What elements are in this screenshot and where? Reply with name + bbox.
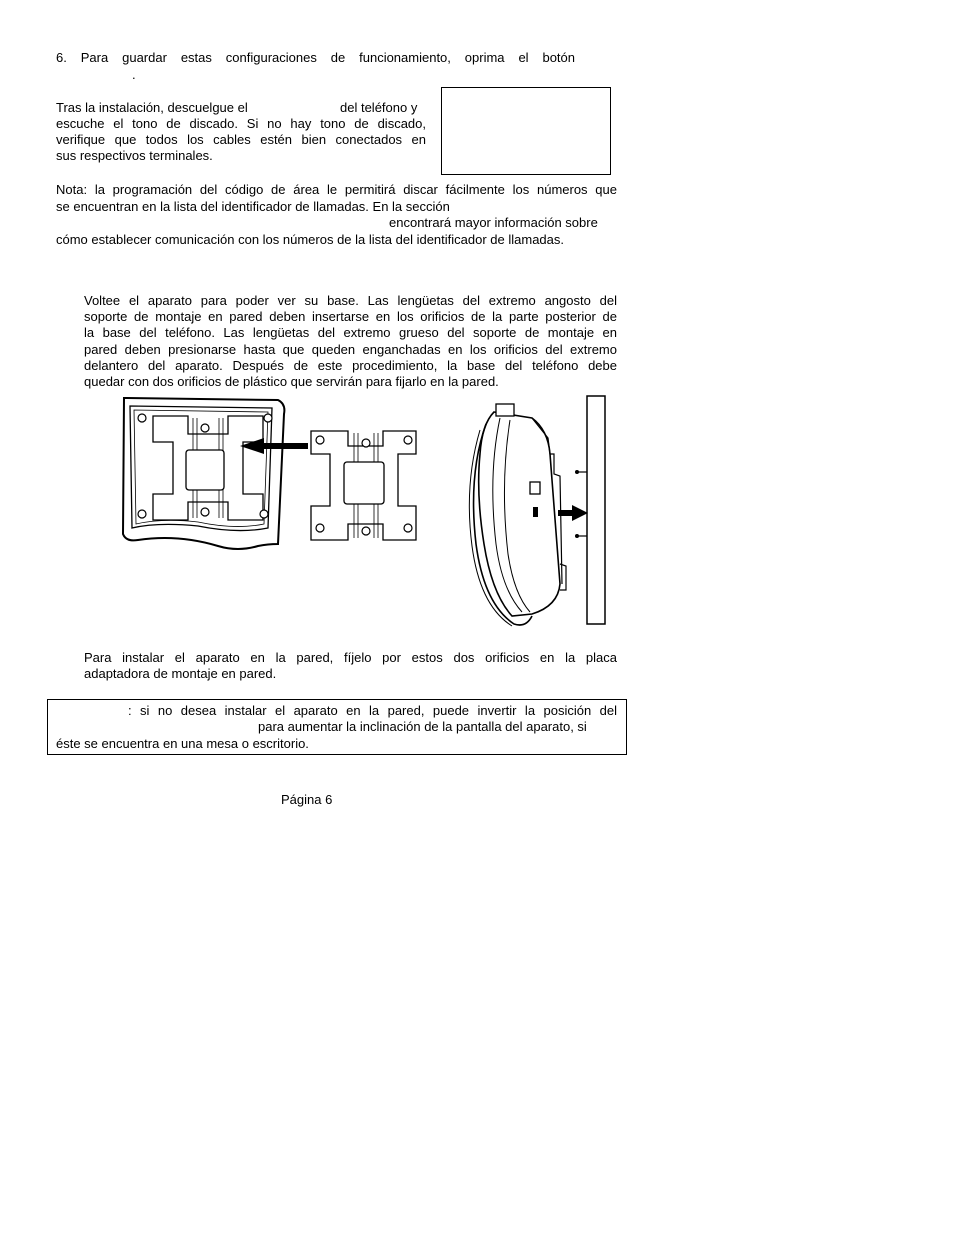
empty-frame: [441, 87, 611, 175]
install-check-line2: escuche el tono de discado. Si no hay tono de discado,: [56, 116, 426, 131]
area-note-line2: se encuentran en la lista del identificador de llamadas. En la sección: [56, 199, 450, 214]
page-number: Página 6: [281, 792, 333, 807]
wall-mount-line1: Voltee el aparato para poder ver su base. Las lengüetas del extremo angosto del: [84, 293, 617, 308]
area-note-line1: Nota: la programación del código de área le permitirá discar fácilmente los números que: [56, 182, 617, 197]
desk-note-line3: éste se encuentra en una mesa o escritorio.: [56, 736, 309, 751]
wall-mount-line4: pared deben presionarse hasta que queden enganchadas en los orificios del extremo: [84, 342, 617, 357]
area-note-line4: cómo establecer comunicación con los números de la lista del identificador de llamadas.: [56, 232, 564, 247]
wall-mount-line5: delantero del aparato. Después de este procedimiento, la base del teléfono debe: [84, 358, 617, 373]
area-note-line3: encontrará mayor información sobre: [389, 215, 598, 230]
wall-mount-line6: quedar con dos orificios de plástico que servirán para fijarlo en la pared.: [84, 374, 499, 389]
install-check-line3: verifique que todos los cables estén bien conectados en: [56, 132, 426, 147]
wall-fix-line2: adaptadora de montaje en pared.: [84, 666, 277, 681]
install-check-line4: sus respectivos terminales.: [56, 148, 213, 163]
install-check-line1b: del teléfono y: [340, 100, 418, 115]
step6-line1: 6. Para guardar estas configuraciones de funcionamiento, oprima el botón: [56, 50, 575, 65]
install-check-line1a: Tras la instalación, descuelgue el: [56, 100, 248, 115]
wall-mount-line2: soporte de montaje en pared deben insertarse en los orificios de la parte posterior de: [84, 309, 617, 324]
wall-fix-line1: Para instalar el aparato en la pared, fíjelo por estos dos orificios en la placa: [84, 650, 617, 665]
desk-note-line1: : si no desea instalar el aparato en la pared, puede invertir la posición del: [128, 703, 617, 718]
wall-mount-line3: la base del teléfono. Las lengüetas del extremo grueso del soporte de montaje en: [84, 325, 617, 340]
base-and-bracket-illustration: [118, 394, 423, 554]
desk-note-line2: para aumentar la inclinación de la pantalla del aparato, si: [258, 719, 587, 734]
step6-line2: .: [132, 67, 136, 82]
side-view-wall-illustration: [462, 394, 612, 630]
